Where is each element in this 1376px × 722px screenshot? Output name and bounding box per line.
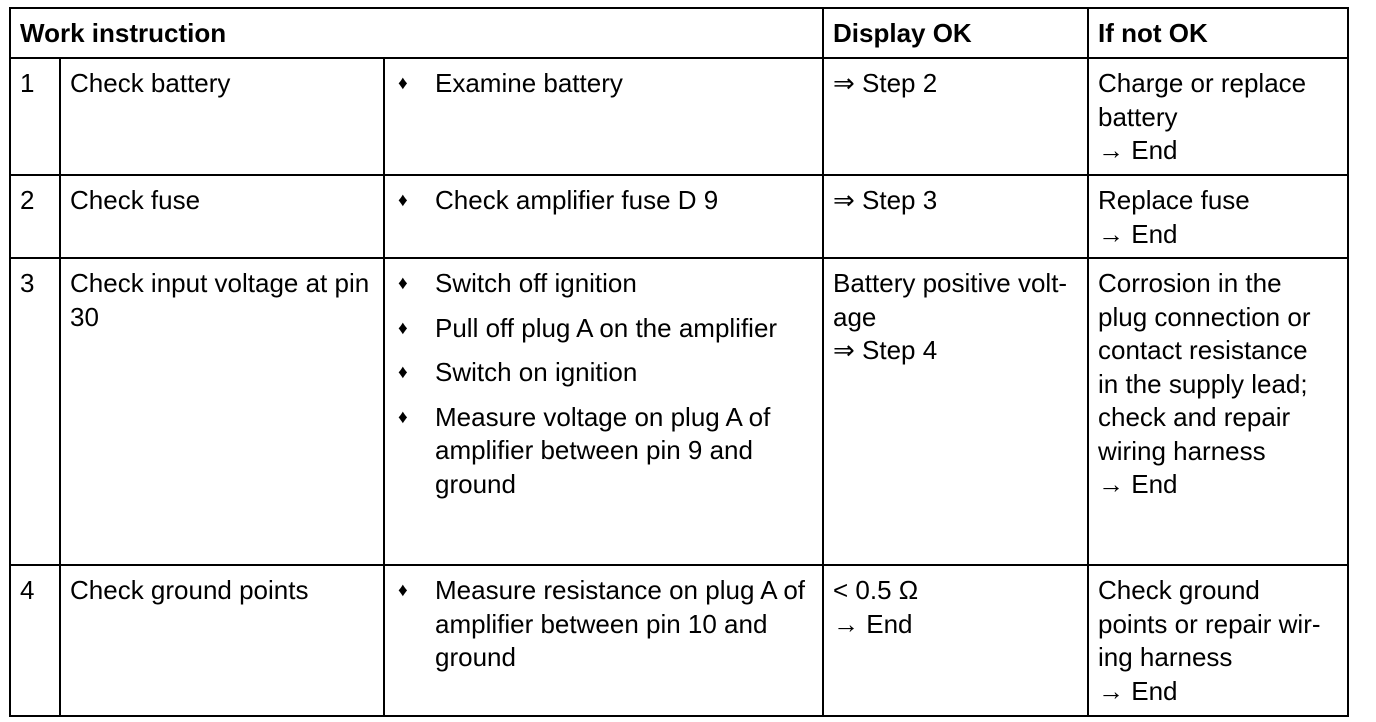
table-row (10, 175, 1348, 258)
if-not-ok-line: battery (1098, 101, 1178, 132)
header-work-instruction: Work instruction (10, 8, 823, 58)
step-number: 1 (10, 58, 60, 175)
work-instruction-table (9, 7, 1349, 717)
check-item: Check ground points (60, 565, 384, 716)
if-not-ok-line: Corrosion in the (1098, 268, 1282, 298)
display-ok-line: ⇒ Step 3 (833, 185, 938, 215)
step-number: 4 (10, 565, 60, 716)
header-display-ok: Display OK (823, 8, 1088, 58)
diamond-bullet-icon: ♦ (398, 362, 408, 383)
action-item (394, 184, 814, 218)
if-not-ok-line: Replace fuse (1098, 185, 1250, 215)
action-item (394, 574, 814, 675)
table-row (10, 58, 1348, 175)
diamond-bullet-icon: ♦ (398, 406, 408, 428)
if-not-ok-line: → End (1098, 469, 1178, 499)
action-text: Examine battery (435, 68, 623, 98)
action-text: Measure voltage on plug A of amplifier between pin 9 and ground (435, 401, 771, 499)
action-text: Pull off plug A on the amplifier (435, 312, 778, 343)
action-item (394, 356, 814, 390)
table-row (10, 565, 1348, 716)
action-list (394, 574, 814, 675)
actions-cell (384, 565, 823, 716)
display-ok-line: age (833, 301, 877, 332)
if-not-ok-line: wiring harness (1098, 435, 1266, 466)
if-not-ok-line: points or repair wir- (1098, 608, 1321, 639)
table-header-row (10, 8, 1348, 58)
display-ok-cell (823, 58, 1088, 175)
check-item: Check input voltage at pin 30 (60, 258, 384, 565)
display-ok-line: < 0.5 Ω (833, 575, 919, 605)
action-list (394, 67, 814, 101)
display-ok-cell (823, 175, 1088, 258)
display-ok-line: → End (833, 608, 913, 639)
diamond-bullet-icon: ♦ (398, 580, 408, 601)
actions-cell (384, 175, 823, 258)
if-not-ok-cell (1088, 565, 1348, 716)
display-ok-line: Battery positive volt- (833, 268, 1068, 298)
if-not-ok-line: check and repair (1098, 402, 1291, 432)
action-text: Measure resistance on plug A of amplifier between pin 10 and ground (435, 575, 806, 672)
action-item (394, 401, 814, 502)
diamond-bullet-icon: ♦ (398, 190, 408, 211)
action-item (394, 267, 814, 301)
check-item: Check fuse (60, 175, 384, 258)
action-item (394, 67, 814, 101)
if-not-ok-line: plug connection or (1098, 301, 1311, 332)
actions-cell (384, 58, 823, 175)
if-not-ok-cell (1088, 258, 1348, 565)
if-not-ok-line: → End (1098, 135, 1178, 165)
action-text: Switch on ignition (435, 357, 638, 387)
if-not-ok-line: → End (1098, 218, 1178, 249)
table-row (10, 258, 1348, 565)
if-not-ok-cell (1088, 58, 1348, 175)
if-not-ok-line: → End (1098, 675, 1178, 706)
action-list (394, 184, 814, 218)
step-number: 3 (10, 258, 60, 565)
diamond-bullet-icon: ♦ (398, 73, 408, 94)
check-item: Check battery (60, 58, 384, 175)
diamond-bullet-icon: ♦ (398, 273, 408, 294)
if-not-ok-line: Charge or replace (1098, 68, 1307, 98)
header-if-not-ok: If not OK (1088, 8, 1348, 58)
action-text: Check amplifier fuse D 9 (435, 185, 719, 215)
display-ok-line: ⇒ Step 4 (833, 335, 938, 365)
action-item (394, 312, 814, 346)
diamond-bullet-icon: ♦ (398, 317, 408, 339)
if-not-ok-line: Check ground (1098, 575, 1260, 605)
if-not-ok-line: in the supply lead; (1098, 368, 1308, 399)
actions-cell (384, 258, 823, 565)
step-number: 2 (10, 175, 60, 258)
display-ok-line: ⇒ Step 2 (833, 68, 938, 98)
if-not-ok-cell (1088, 175, 1348, 258)
display-ok-cell (823, 565, 1088, 716)
if-not-ok-line: ing harness (1098, 642, 1233, 672)
display-ok-cell (823, 258, 1088, 565)
action-list (394, 267, 814, 501)
if-not-ok-line: contact resistance (1098, 335, 1308, 365)
action-text: Switch off ignition (435, 268, 637, 298)
